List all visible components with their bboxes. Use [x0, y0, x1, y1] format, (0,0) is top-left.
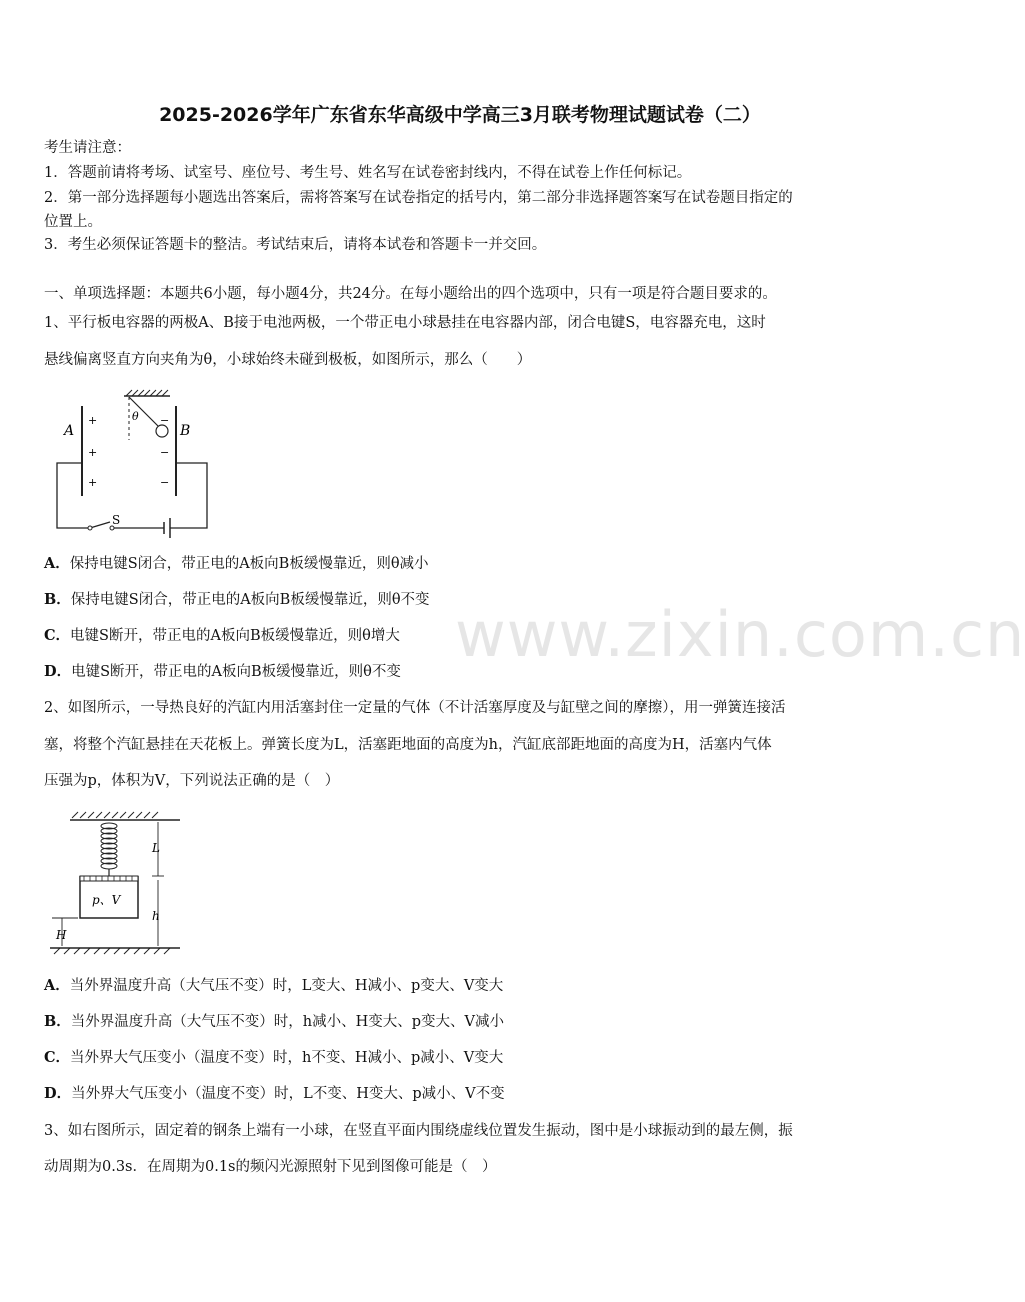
notice-item: 位置上。: [44, 214, 102, 230]
l-label: L: [152, 841, 160, 855]
option-d: [44, 1084, 505, 1104]
big-h-label: H: [56, 928, 67, 942]
option-text: 保持电键S闭合，带正电的A板向B板缓慢靠近，则θ不变: [70, 592, 430, 608]
option-d: [44, 662, 401, 682]
option-letter: A．: [44, 555, 70, 572]
plate-a-label: A: [64, 423, 75, 439]
option-text: 电键S断开，带正电的A板向B板缓慢靠近，则θ不变: [71, 664, 401, 680]
notice-item: 2．第一部分选择题每小题选出答案后，需将答案写在试卷指定的括号内，第二部分非选择题答案写在试卷题目指定的: [44, 190, 793, 206]
option-letter: D．: [44, 663, 72, 680]
option-text: 当外界温度升高（大气压不变）时，h减小、H变大、p变大、V减小: [70, 1014, 505, 1030]
h-label: h: [152, 909, 160, 923]
option-text: 当外界大气压变小（温度不变）时，h不变、H减小、p减小、V变大: [70, 1050, 504, 1066]
page-title: 2025-2026学年广东省东华高级中学高三3月联考物理试题试卷（二）: [159, 104, 761, 126]
capacitor-figure: [52, 388, 222, 540]
notice-heading: 考生请注意：: [44, 140, 131, 156]
watermark: www.zixin.com.cn: [455, 598, 1025, 671]
question-1-text: 悬线偏离竖直方向夹角为θ，小球始终未碰到极板，如图所示，那么（ ）: [44, 352, 532, 368]
question-2-text: 2、如图所示，一导热良好的汽缸内用活塞封住一定量的气体（不计活塞厚度及与缸壁之间的摩擦），用一弹簧连接活: [44, 700, 786, 716]
option-text: 保持电键S闭合，带正电的A板向B板缓慢靠近，则θ减小: [69, 556, 429, 572]
minus-sign: −: [160, 476, 170, 489]
option-letter: D．: [44, 1085, 72, 1102]
question-3-text: 3、如右图所示，固定着的钢条上端有一小球，在竖直平面内围绕虚线位置发生振动，图中是小球振动到的最左侧，振: [44, 1123, 793, 1139]
minus-sign: −: [160, 446, 170, 459]
option-letter: B．: [44, 591, 71, 608]
option-letter: A．: [44, 977, 70, 994]
theta-label: θ: [132, 410, 139, 423]
plus-sign: +: [88, 414, 98, 427]
option-text: 当外界温度升高（大气压不变）时，L变大、H减小、p变大、V变大: [69, 978, 504, 994]
question-2-text: 压强为p，体积为V，下列说法正确的是（ ）: [44, 773, 340, 789]
option-text: 当外界大气压变小（温度不变）时，L不变、H变大、p减小、V不变: [71, 1086, 505, 1102]
switch-label: S: [112, 513, 121, 527]
plus-sign: +: [88, 446, 98, 459]
option-letter: B．: [44, 1013, 71, 1030]
option-a: [44, 976, 503, 996]
option-b: [44, 590, 430, 610]
question-3-text: 动周期为0.3s．在周期为0.1s的频闪光源照射下见到图像可能是（ ）: [44, 1159, 497, 1175]
option-a: [44, 554, 429, 574]
notice-item: 3．考生必须保证答题卡的整洁。考试结束后，请将本试卷和答题卡一并交回。: [44, 237, 547, 253]
question-1-text: 1、平行板电容器的两极A、B接于电池两极，一个带正电小球悬挂在电容器内部，闭合电键S，电容器充电，这时: [44, 315, 766, 331]
plus-sign: +: [88, 476, 98, 489]
option-letter: C．: [44, 1049, 71, 1066]
plate-b-label: B: [180, 423, 191, 439]
option-letter: C．: [44, 627, 71, 644]
option-c: [44, 626, 400, 646]
cylinder-figure: [48, 812, 188, 954]
section-heading: 一、单项选择题：本题共6小题，每小题4分，共24分。在每小题给出的四个选项中，只有一项是符合题目要求的。: [44, 286, 777, 302]
minus-sign: −: [160, 414, 170, 427]
option-text: 电键S断开，带正电的A板向B板缓慢靠近，则θ增大: [70, 628, 400, 644]
option-c: [44, 1048, 503, 1068]
question-2-text: 塞，将整个汽缸悬挂在天花板上。弹簧长度为L，活塞距地面的高度为h，汽缸底部距地面的高度为H，活塞内气体: [44, 737, 772, 753]
pv-label: p、V: [92, 893, 121, 907]
option-b: [44, 1012, 504, 1032]
notice-item: 1．答题前请将考场、试室号、座位号、考生号、姓名写在试卷密封线内，不得在试卷上作任何标记。: [44, 165, 692, 181]
